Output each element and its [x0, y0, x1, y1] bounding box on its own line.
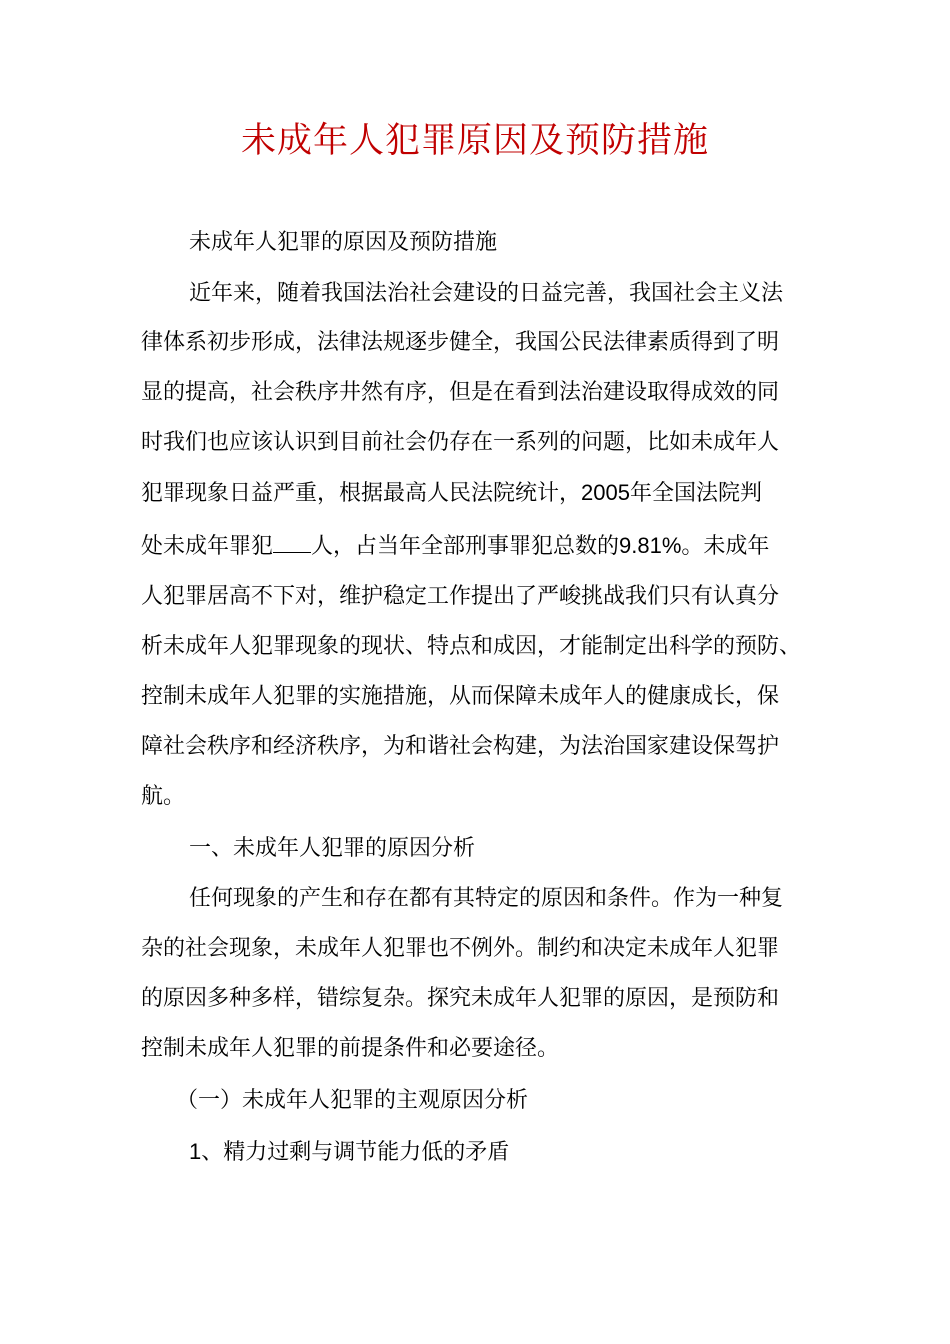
- subsection-heading-1: （一）未成年人犯罪的主观原因分析: [176, 1088, 529, 1113]
- section1-line-3: 的原因多种多样，错综复杂。探究未成年人犯罪的原因，是预防和: [141, 986, 780, 1011]
- intro-line-6-text-b: 人，占当年全部刑事罪犯总数的: [311, 534, 620, 559]
- section1-line-1: 任何现象的产生和存在都有其特定的原因和条件。作为一种复: [189, 886, 784, 911]
- section1-line-4: 控制未成年人犯罪的前提条件和必要途径。: [141, 1036, 560, 1061]
- section1-line-2: 杂的社会现象，未成年人犯罪也不例外。制约和决定未成年人犯罪: [141, 936, 780, 961]
- intro-line-7: 人犯罪居高不下对，维护稳定工作提出了严峻挑战我们只有认真分: [141, 584, 780, 609]
- list-item-number: 1: [189, 1139, 202, 1164]
- fill-in-blank: [273, 534, 311, 553]
- intro-line-4: 时我们也应该认识到目前社会仍存在一系列的问题，比如未成年人: [141, 430, 780, 455]
- intro-line-5-text-a: 犯罪现象日益严重，根据最高人民法院统计，: [141, 481, 582, 506]
- list-item-text: 、精力过剩与调节能力低的矛盾: [201, 1140, 510, 1165]
- intro-line-5-text-b: 年全国法院判: [629, 481, 762, 506]
- document-subtitle: 未成年人犯罪的原因及预防措施: [189, 230, 498, 255]
- section-heading-1: 一、未成年人犯罪的原因分析: [189, 836, 476, 861]
- list-item-1: [189, 1137, 509, 1168]
- intro-line-9: 控制未成年人犯罪的实施措施，从而保障未成年人的健康成长，保: [141, 684, 780, 709]
- statistic-year: 2005: [581, 480, 630, 505]
- intro-line-10: 障社会秩序和经济秩序，为和谐社会构建，为法治国家建设保驾护: [141, 734, 780, 759]
- intro-line-3: 显的提高，社会秩序井然有序，但是在看到法治建设取得成效的同: [141, 380, 780, 405]
- intro-line-6-text-c: 。未成年: [681, 534, 770, 559]
- intro-line-2: 律体系初步形成，法律法规逐步健全，我国公民法律素质得到了明: [141, 330, 780, 355]
- intro-line-8: 析未成年人犯罪现象的现状、特点和成因，才能制定出科学的预防、: [141, 634, 802, 659]
- statistic-percentage: 9.81%: [619, 533, 682, 558]
- intro-line-5: [141, 478, 762, 509]
- intro-line-1: 近年来，随着我国法治社会建设的日益完善，我国社会主义法: [189, 281, 784, 306]
- intro-line-6: [141, 531, 769, 562]
- document-title: 未成年人犯罪原因及预防措施: [240, 121, 709, 161]
- intro-line-11: 航。: [141, 784, 186, 809]
- intro-line-6-text-a: 处未成年罪犯: [141, 534, 274, 559]
